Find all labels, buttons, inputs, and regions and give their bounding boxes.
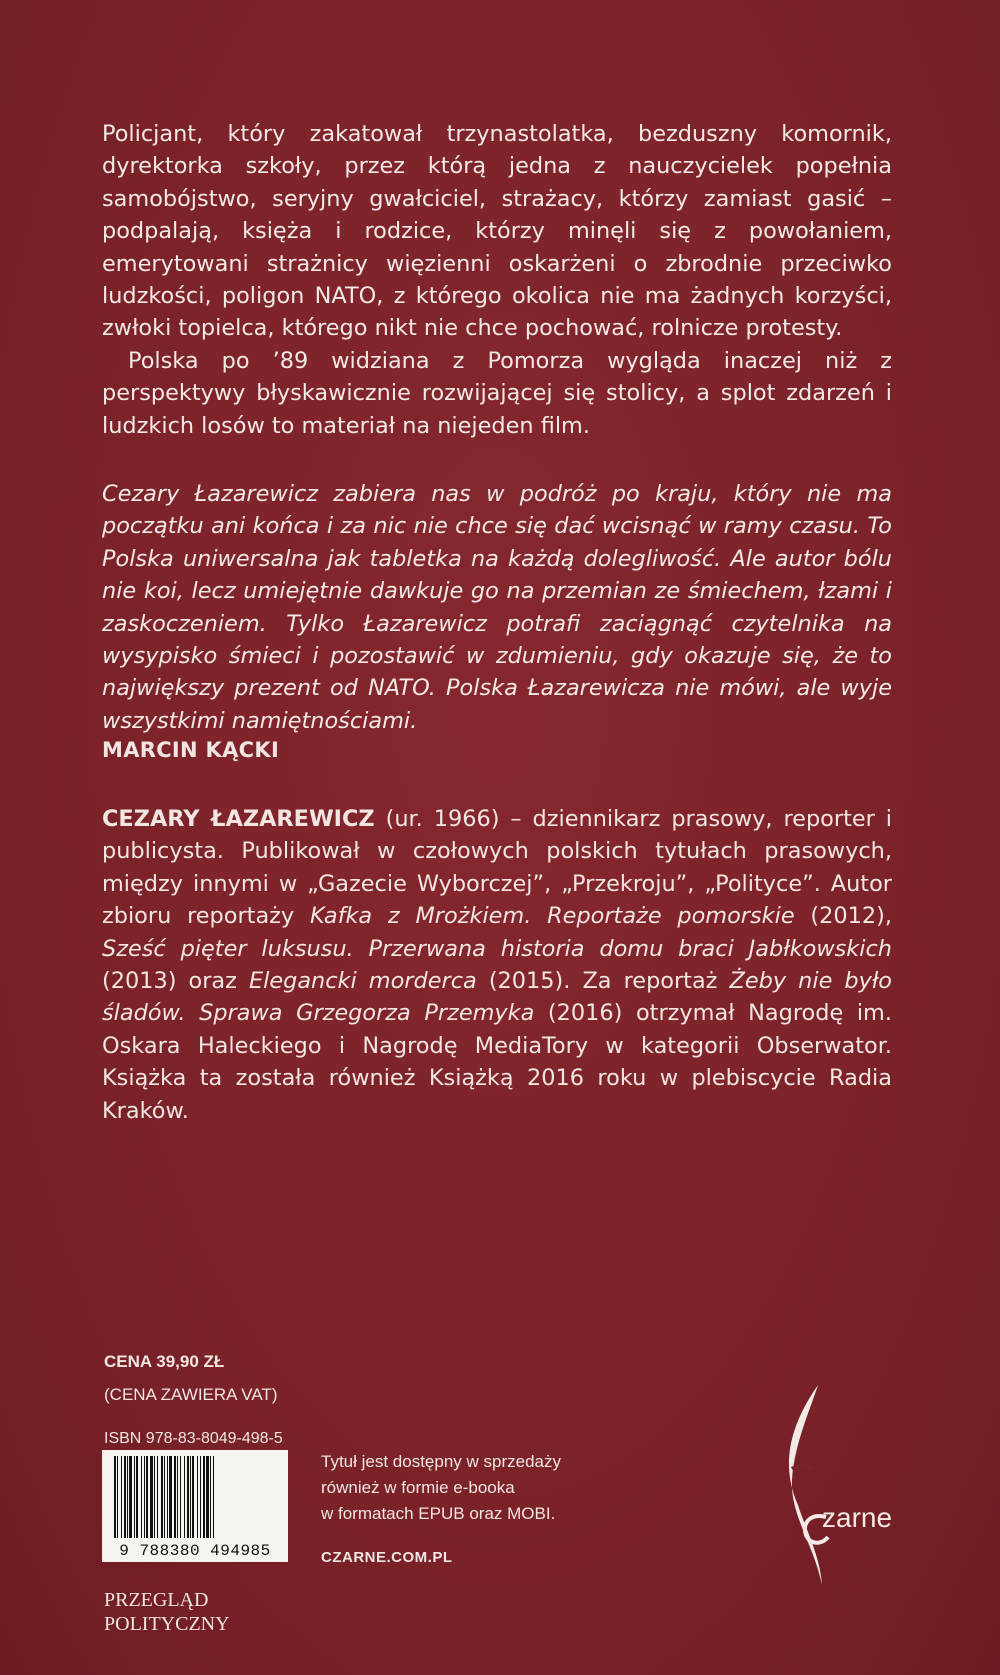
blurb-paragraph-2: Polska po ’89 widziana z Pomorza wygląda inaczej niż z perspektywy błyskawicznie rozwijającej się stolicy, a splot zdarzeń i ludzkich losów to materiał na niejeden film.	[102, 347, 892, 439]
bio-text-2: (2012),	[794, 903, 892, 930]
website-link[interactable]: CZARNE.COM.PL	[321, 1549, 453, 1566]
price: CENA 39,90 ZŁ	[104, 1352, 225, 1371]
book-title-3: Elegancki morderca	[248, 968, 477, 995]
czarne-logo-icon	[780, 1385, 900, 1585]
quote-author: MARCIN KĄCKI	[102, 738, 280, 762]
ebook-line-1: Tytuł jest dostępny w sprzedaży	[321, 1452, 562, 1471]
ebook-line-2: również w formie e-booka	[321, 1478, 515, 1497]
partner-line-2: POLITYCZNY	[104, 1613, 230, 1635]
bio-text-4: (2015). Za reportaż	[476, 968, 730, 995]
blurb-paragraph-1: Policjant, który zakatował trzynastolatka, bezduszny komornik, dyrektorka szkoły, przez którą jedna z nauczycielek popełnia samobójstwo, seryjny gwałciciel, strażacy, którzy zamiast gasić – podpalają, księża i rodzice, którzy minęli się z powołaniem, emerytowani strażnicy więzienni oskarżeni o zbrodnie przeciwko ludzkości, poligon NATO, z którego okolica nie ma żadnych korzyści, zwłoki topielca, którego nikt nie chce pochować, rolnicze protesty.	[102, 121, 892, 342]
ebook-line-3: w formatach EPUB oraz MOBI.	[321, 1504, 556, 1523]
vat-note: (CENA ZAWIERA VAT)	[104, 1385, 278, 1404]
book-title-4: Żeby nie było śladów. Sprawa Grzegorza Przemyka	[102, 968, 893, 1027]
partner-line-1: PRZEGLĄD	[104, 1589, 209, 1611]
author-name: CEZARY ŁAZAREWICZ	[102, 806, 375, 832]
barcode	[102, 1450, 288, 1562]
bio-text-1: (ur. 1966) – dziennikarz prasowy, reporter i publicysta. Publikował w czołowych polskich tytułach prasowych, między innymi w „Gazecie Wyborczej”, „Przekroju”, „Polityce”. Autor zbioru reportaży	[102, 806, 892, 930]
review-quote: Cezary Łazarewicz zabiera nas w podróż po kraju, który nie ma początku ani końca i za nic nie chce się dać wcisnąć w ramy czasu. To Polska uniwersalna jak tabletka na każdą dolegliwość. Ale autor bólu nie koi, lecz umiejętnie dawkuje go na przemian ze śmiechem, łzami i zaskoczeniem. Tylko Łazarewicz potrafi zaciągnąć czytelnika na wysypisko śmieci i pozostawić w zdumieniu, gdy okazuje się, że to największy prezent od NATO. Polska Łazarewicza nie mówi, ale wyje wszystkimi namiętnościami.	[102, 481, 892, 734]
author-bio	[102, 803, 892, 1127]
book-title-1: Kafka z Mrożkiem. Reportaże pomorskie	[309, 903, 795, 930]
blurb	[102, 118, 892, 442]
barcode-digits: 9 788380 494985	[119, 1542, 271, 1560]
barcode-bars-icon	[102, 1450, 288, 1542]
isbn-label: ISBN 978-83-8049-498-5	[104, 1430, 283, 1447]
publisher-name: zarne	[822, 1502, 893, 1533]
book-title-2: Sześć pięter luksusu. Przerwana historia domu braci Jabłkowskich	[102, 935, 892, 962]
partner-logo	[104, 1588, 230, 1636]
bio-text-5: (2016) otrzymał Nagrodę im. Oskara Haleckiego i Nagrodę MediaTory w kategorii Obserwator. Książka ta została również Książką 2016 roku w plebiscycie Radia Kraków.	[102, 1000, 892, 1124]
ebook-info	[321, 1449, 621, 1527]
bio-text-3: (2013) oraz	[102, 968, 249, 995]
